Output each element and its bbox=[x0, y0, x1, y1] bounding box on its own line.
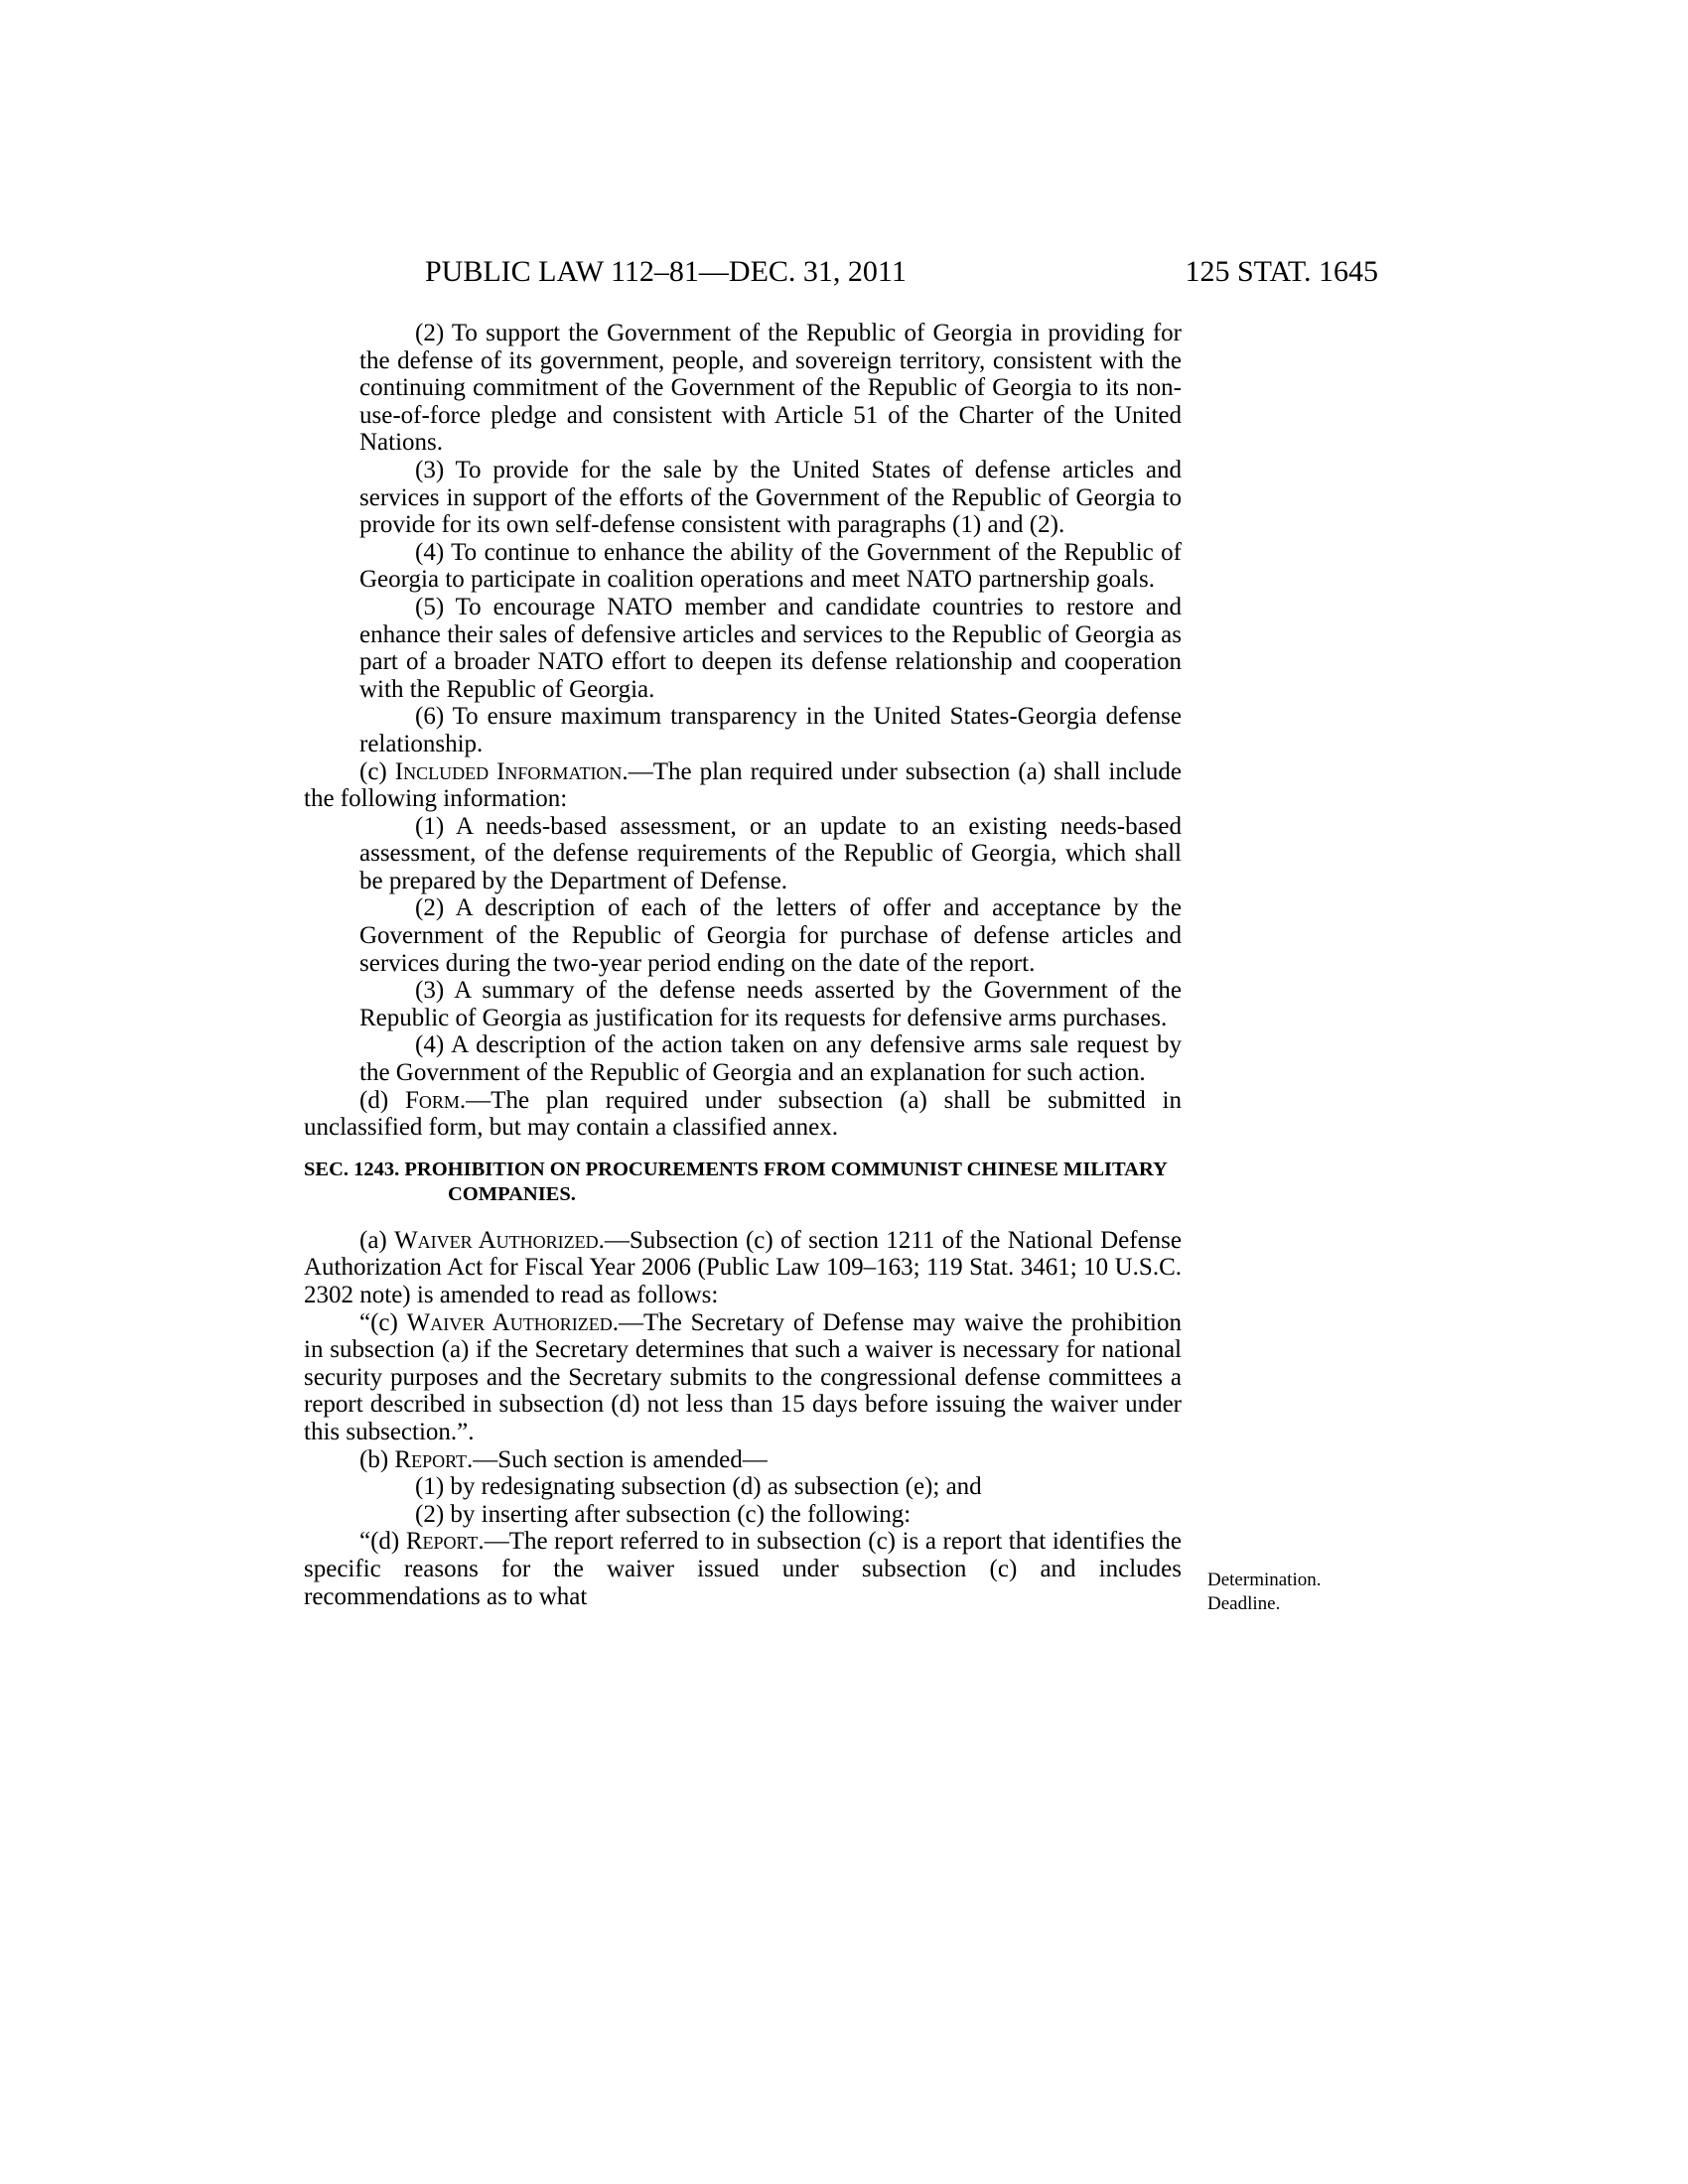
subsection-a bbox=[304, 1227, 1182, 1309]
subsection-b-report bbox=[304, 1446, 1182, 1474]
margin-notes bbox=[1207, 1569, 1322, 1616]
subsection-d bbox=[304, 1087, 1182, 1142]
paragraph-c1: (1) A needs-based assessment, or an update to an existing needs-based assessment, of the defense requirements of the Republic of Georgia, which shall be prepared by the Department of Defense. bbox=[359, 812, 1182, 894]
paragraph-rb1: (1) by redesignating subsection (d) as subsection (e); and bbox=[415, 1473, 982, 1501]
document-body bbox=[304, 320, 1182, 1610]
subsection-d-text: —The plan required under subsection (a) shall be submitted in unclassified form, but may contain a classified annex. bbox=[304, 1086, 1182, 1142]
subsection-a-text: —Subsection (c) of section 1211 of the National Defense Authorization Act for Fiscal Year 2006 (Public Law 109–163; 119 Stat. 3461; 10 U.S.C. 2302 note) is amended to read as follows: bbox=[304, 1226, 1183, 1308]
paragraph-rb2: (2) by inserting after subsection (c) the following: bbox=[415, 1500, 912, 1528]
margin-note-deadline: Deadline. bbox=[1207, 1593, 1281, 1614]
quoted-c-label: “(c) bbox=[359, 1308, 407, 1336]
paragraph-b3: (3) To provide for the sale by the United States of defense articles and services in support of the efforts of the Government of the Republic of Georgia to provide for its own self-defense consistent with paragraphs (1) and (2). bbox=[359, 456, 1182, 539]
public-law-citation: PUBLIC LAW 112–81—DEC. 31, 2011 bbox=[425, 255, 907, 288]
paragraph-b6: (6) To ensure maximum transparency in the United States-Georgia defense relationship. bbox=[359, 703, 1182, 757]
subsection-b-text: —Such section is amended— bbox=[473, 1445, 768, 1473]
subsection-c-text: —The plan required under subsection (a) shall include the following information: bbox=[304, 757, 1182, 813]
paragraph-c4: (4) A description of the action taken on any defensive arms sale request by the Government of the Republic of Georgia and an explanation for such action. bbox=[359, 1031, 1182, 1087]
quoted-d-label: “(d) bbox=[359, 1528, 406, 1556]
quoted-c-text: —The Secretary of Defense may waive the prohibition in subsection (a) if the Secretary determines that such a waiver is necessary for national security purposes and the Secretary submits to the congressional defense committees a report described in subsection (d) not less than 15 days before issuing the waiver under this subsection.”. bbox=[304, 1308, 1183, 1445]
subsection-d-heading: Form. bbox=[405, 1086, 467, 1114]
subsection-b-heading: Report. bbox=[394, 1445, 474, 1473]
statute-page-number: 125 STAT. 1645 bbox=[1185, 255, 1378, 288]
margin-note-determination: Determination. bbox=[1207, 1570, 1322, 1590]
quoted-c-heading: Waiver Authorized. bbox=[406, 1308, 619, 1336]
subsection-c-label: (c) bbox=[359, 757, 395, 785]
page-header bbox=[425, 252, 1378, 292]
subsection-a-heading: Waiver Authorized. bbox=[394, 1226, 605, 1254]
paragraph-b5: (5) To encourage NATO member and candidate countries to restore and enhance their sales of defensive articles and services to the Republic of Georgia as part of a broader NATO effort to deepen its defense relationship and cooperation with the Republic of Georgia. bbox=[359, 593, 1182, 703]
paragraph-b2: (2) To support the Government of the Republic of Georgia in providing for the defense of its government, people, and sovereign territory, consistent with the continuing commitment of the Government of the Republic of Georgia to its non-use-of-force pledge and consistent with Article 51 of the Charter of the United Nations. bbox=[359, 320, 1182, 457]
quoted-subsection-c bbox=[304, 1309, 1182, 1446]
subsection-c-heading: Included Information. bbox=[394, 757, 629, 785]
paragraph-c2: (2) A description of each of the letters of offer and acceptance by the Government of the Republic of Georgia for purchase of defense articles and services during the two-year period ending on the date of the report. bbox=[359, 894, 1182, 977]
subsection-d-label: (d) bbox=[359, 1086, 405, 1114]
quoted-subsection-d bbox=[304, 1528, 1182, 1610]
paragraph-c3: (3) A summary of the defense needs asserted by the Government of the Republic of Georgia as justification for its requests for defensive arms purchases. bbox=[359, 977, 1182, 1031]
quoted-d-text: —The report referred to in subsection (c) is a report that identifies the specific reasons for the waiver issued under subsection (c) and includes recommendations as to what bbox=[304, 1528, 1182, 1610]
quoted-d-heading: Report. bbox=[405, 1528, 485, 1556]
subsection-b-label: (b) bbox=[359, 1445, 395, 1473]
subsection-c bbox=[304, 758, 1182, 813]
subsection-a-label: (a) bbox=[359, 1226, 395, 1254]
paragraph-b4: (4) To continue to enhance the ability of the Government of the Republic of Georgia to participate in coalition operations and meet NATO partnership goals. bbox=[359, 538, 1182, 594]
section-heading: SEC. 1243. PROHIBITION ON PROCUREMENTS FROM COMMUNIST CHINESE MILITARY COMPANIES. bbox=[304, 1158, 1168, 1205]
